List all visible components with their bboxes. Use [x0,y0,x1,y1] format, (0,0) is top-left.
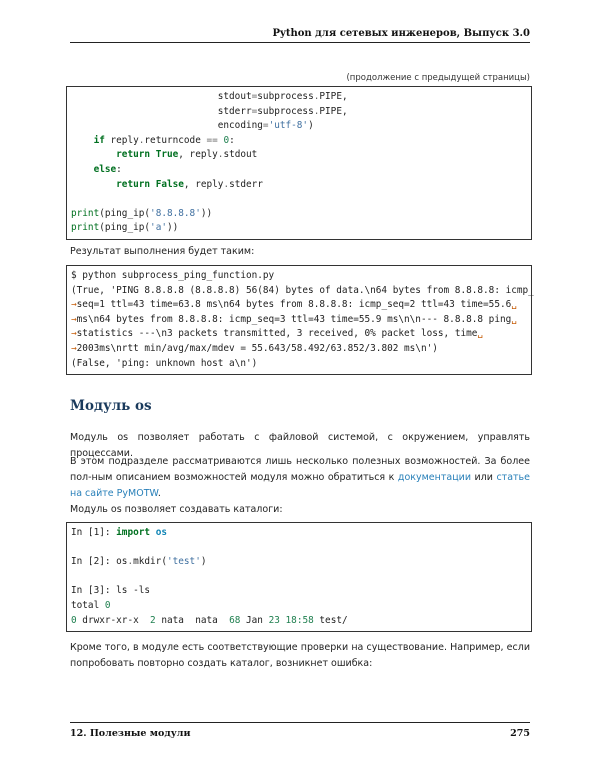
output-line: (False, 'ping: unknown host a\n') [71,357,258,369]
output-line: →seq=1 ttl=43 time=63.8 ms\n64 bytes from 8.8.8.8: icmp_seq=2 ttl=43 time=55.6␣ [71,299,517,311]
continuation-arrow-icon: → [71,313,77,325]
running-footer [70,722,530,739]
continuation-mark-icon: ␣ [477,328,484,340]
output-line: →statistics ---\n3 packets transmitted, 3 received, 0% packet loss, time␣ [71,328,484,340]
paragraph-result: Результат выполнения будет таким: [70,246,255,257]
continuation-mark-icon: ␣ [511,299,517,311]
code-block-ping-function [66,86,532,240]
code-line: In [1]: import os [71,527,167,538]
output-line: $ python subprocess_ping_function.py [71,270,275,281]
paragraph-existence-check: Кроме того, в модуле есть соответствующие проверки на существование. Например, если попробовать повторно создать каталог, возникнет ошибка: [70,642,530,669]
running-header: Python для сетевых инженеров, Выпуск 3.0 [70,28,530,43]
output-block [66,265,532,375]
output-line: →2003ms\nrtt min/avg/max/mdev = 55.643/58.492/63.852/3.802 ms\n') [71,342,438,354]
code-line: total 0 [71,599,111,611]
code-line [71,541,531,556]
page-number: 275 [510,728,530,739]
code-line: else: [93,163,122,175]
output-line: →ms\n64 bytes from 8.8.8.8: icmp_seq=3 ttl=43 time=55.9 ms\n\n--- 8.8.8.8 ping␣ [71,313,517,325]
continuation-arrow-icon: → [71,342,77,354]
code-line: print(ping_ip('8.8.8.8')) [71,207,213,219]
paragraph-details: В этом подразделе рассматриваются лишь несколько полезных возможностей. За более пол-ным описанием возможностей модуля можно обратиться к документации или статье на сайте PyMOTW. [70,456,530,499]
code-line [71,192,531,207]
pymotw-link[interactable]: статье на сайте PyMOTW [70,472,530,499]
code-line: In [3]: ls -ls [71,585,151,597]
code-line: 0 drwxr-xr-x 2 nata nata 68 Jan 23 18:58 test/ [71,614,348,626]
section-heading: Модуль os [70,398,152,414]
code-line: In [2]: os.mkdir('test') [71,556,207,568]
code-line [71,570,531,585]
paragraph-mkdir: Модуль os позволяет создавать каталоги: [70,504,283,515]
code-block-ipython [66,522,532,632]
footer-chapter: 12. Полезные модули [70,728,191,739]
continued-note: (продолжение с предыдущей страницы) [346,73,530,83]
code-line: if reply.returncode == 0: [93,134,235,146]
code-line: return True, reply.stdout [116,149,258,161]
documentation-link[interactable]: документации [397,472,472,483]
continuation-arrow-icon: → [71,328,77,340]
output-line: (True, 'PING 8.8.8.8 (8.8.8.8) 56(84) bytes of data.\n64 bytes from 8.8.8.8: icmp_ [71,284,534,296]
continuation-arrow-icon: → [71,299,77,311]
code-line: return False, reply.stderr [116,178,263,190]
paragraph-intro: Модуль os позволяет работать с файловой системой, с окружением, управлять процессами. [70,432,530,459]
code-line: encoding='utf-8') [217,120,314,132]
code-line: stdout=subprocess.PIPE, [217,91,348,102]
code-line: print(ping_ip('a')) [71,222,179,234]
code-line: stderr=subprocess.PIPE, [217,105,348,117]
continuation-mark-icon: ␣ [511,313,517,325]
